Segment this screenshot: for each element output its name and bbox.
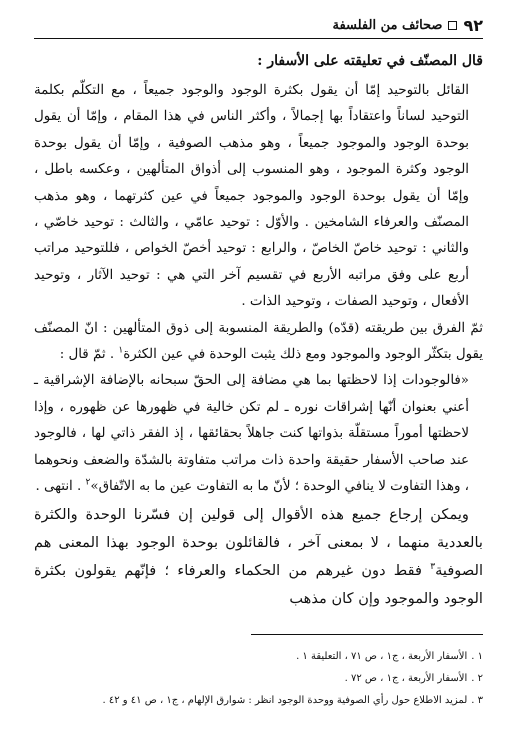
paragraph-4 (34, 501, 483, 613)
paragraph-2-end: . ثمّ قال : (59, 347, 119, 363)
main-text (34, 48, 483, 613)
page-header (34, 14, 483, 36)
paragraph-3 (34, 368, 483, 500)
footnote-1 (34, 646, 483, 668)
square-separator-icon (448, 21, 457, 30)
paragraph-2-text: ثمّ الفرق بين طريقته (قدّه) والطريقة المنسوبة إلى ذوق المتألهين : انّ المصنّف يقول بتكثّر الوجود والموجود ومع ذلك يثبت الوحدة في عين الكثرة (34, 320, 483, 363)
running-title: صحائف من الفلسفة (332, 17, 443, 33)
paragraph-1 (34, 78, 483, 316)
footnote-2-text: الأسفار الأربعة ، ج١ ، ص ٧٢ . (344, 673, 468, 684)
footnote-2-number: ٢ . (471, 673, 483, 684)
footnote-3-text: لمزيد الاطلاع حول رأي الصوفية ووحدة الوجود انظر : شوارق الإلهام ، ج١ ، ص ٤١ و ٤٢ . (102, 695, 468, 706)
paragraph-4-text: ويمكن إرجاع جميع هذه الأقوال إلى قولين إن فسّرنا الوحدة والكثرة بالعددية منهما ، لا بمعنى آخر ، فالقائلون بوحدة الوجود بهذا المعنى هم الصوفية (34, 505, 483, 579)
footnote-1-number: ١ . (471, 651, 483, 662)
footnote-1-text: الأسفار الأربعة ، ج١ ، ص ٧١ ، التعليقة ١ . (296, 651, 468, 662)
footnote-ref-1[interactable]: ١ (118, 345, 124, 356)
paragraph-3-text: «فالوجودات إذا لاحظتها بما هي مضافة إلى الحقّ سبحانه بالإضافة الإشراقية ـ أعني بعنوان أنّها إشراقات نوره ـ لم تكن خالية في ظهورها عن ظهوره ، وإذا لاحظتها أموراً مستقلّة بذواتها كنت جاهلاً بحقائقها ، إذ الفقر ذاتي لها ، فالوجود عند صاحب الأسفار حقيقة واحدة ذات مراتب متفاوتة بالشدّة والضعف ونحوهما ، وهذا التفاوت لا ينافي الوحدة ؛ لأنّ ما به التفاوت عين ما به الاتّفاق» (34, 373, 469, 495)
footnote-3 (34, 690, 483, 712)
footnote-2 (34, 668, 483, 690)
footnote-ref-2[interactable]: ٢ (85, 477, 91, 488)
footnote-ref-3[interactable]: ٣ (430, 561, 436, 572)
paragraph-3-end: . انتهى . (35, 479, 86, 495)
section-heading: قال المصنّف في تعليقته على الأسفار : (257, 53, 483, 69)
footnote-rule (251, 634, 483, 635)
paragraph-2 (34, 316, 483, 369)
footnote-3-number: ٣ . (471, 695, 483, 706)
paragraph-4-end: فقط دون غيرهم من الحكماء والعرفاء ؛ فإنّهم يقولون بكثرة الوجود والموجود وإن كان مذهب (34, 561, 483, 607)
footnotes (34, 646, 483, 712)
paragraph-1-text: القائل بالتوحيد إمّا أن يقول بكثرة الوجود والوجود جميعاً ، مع التكلّم بكلمة التوحيد لساناً واعتقاداً بها إجمالاً ، وأكثر الناس في هذا المقام ، وإمّا أن يقول بوحدة الوجود والموجود جميعاً ، وهو مذهب الصوفية ، وإمّا أن يقول بوحدة الوجود وكثرة الموجود ، وهو المنسوب إلى أذواق المتألهين ، وعكسه باطل ، وإمّا أن يقول بوحدة الوجود والموجود جميعاً في عين كثرتهما ، وهو مذهب المصنّف والعرفاء الشامخين . والأوّل : توحيد عامّي ، والثالث : توحيد خاصّي ، والثاني : توحيد خاصّ الخاصّ ، والرابع : توحيد أخصّ الخواص ، فللتوحيد مراتب أربع على وفق مراتبه الأربع في تقسيم آخر التي هي : توحيد الآثار ، وتوحيد الأفعال ، وتوحيد الصفات ، وتوحيد الذات . (34, 83, 469, 310)
page-number: ٩٢ (463, 15, 483, 35)
header-title-group (332, 16, 483, 35)
header-rule (34, 38, 483, 39)
